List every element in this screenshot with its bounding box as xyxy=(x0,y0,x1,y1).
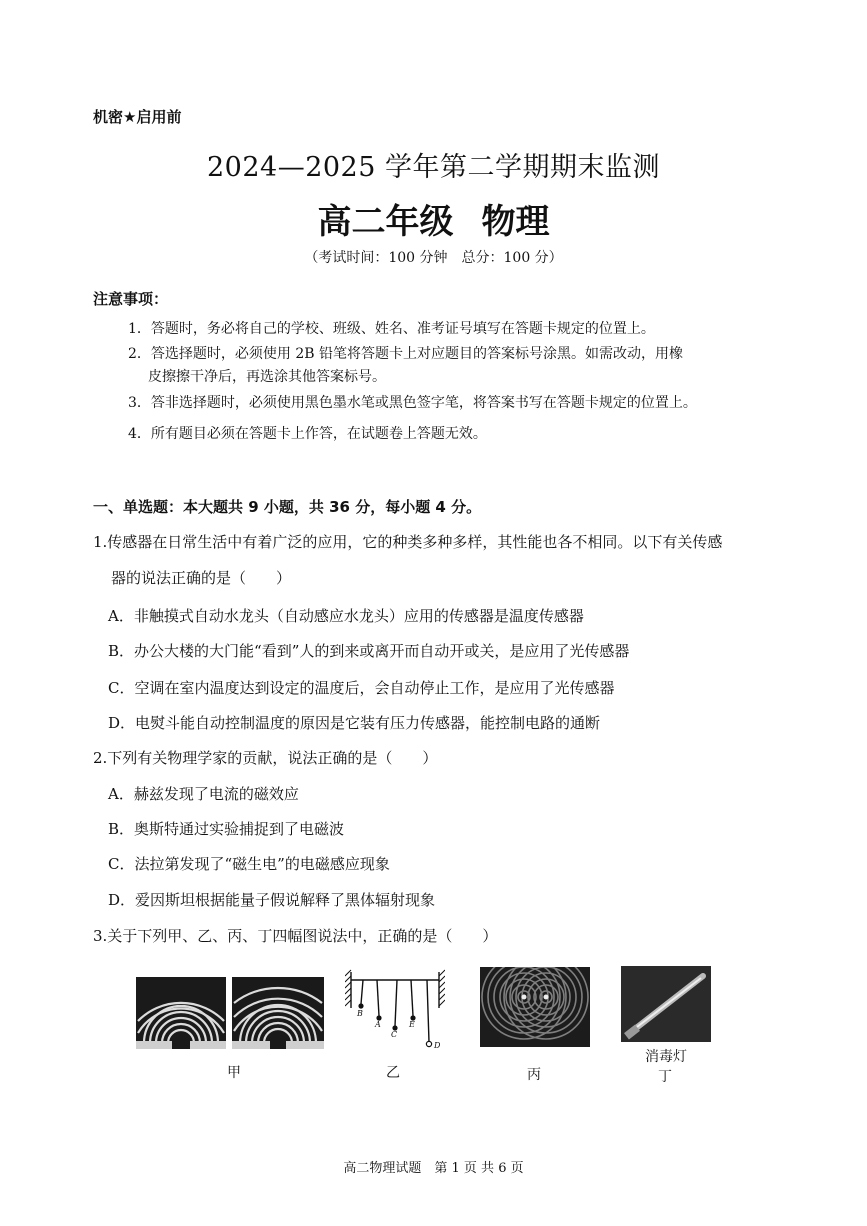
figure-ding-caption: 消毒灯 xyxy=(645,1049,687,1065)
notice-heading: 注意事项： xyxy=(93,290,169,308)
figure-ding-uv-lamp xyxy=(621,966,711,1042)
pendulum-label-e: E xyxy=(409,1020,415,1029)
question-1-option-b: B．办公大楼的大门能“看到”人的到来或离开而自动开或关，是应用了光传感器 xyxy=(108,642,630,660)
question-1-option-a: A．非触摸式自动水龙头（自动感应水龙头）应用的传感器是温度传感器 xyxy=(108,607,584,625)
notice-item-2-cont: 皮擦擦干净后，再选涂其他答案标号。 xyxy=(148,369,386,385)
question-3-stem: 3.关于下列甲、乙、丙、丁四幅图说法中，正确的是（ ） xyxy=(93,927,498,945)
pendulum-label-a: A xyxy=(375,1020,381,1029)
question-2-option-a: A．赫兹发现了电流的磁效应 xyxy=(108,785,299,803)
question-1-stem: 1.传感器在日常生活中有着广泛的应用，它的种类多种多样，其性能也各不相同。以下有关传感 xyxy=(93,533,723,551)
grade-subject-title xyxy=(0,194,867,243)
notice-item-1: 1．答题时，务必将自己的学校、班级、姓名、准考证号填写在答题卡规定的位置上。 xyxy=(128,321,655,337)
figure-ding-label: 丁 xyxy=(658,1069,672,1085)
figure-yi-label: 乙 xyxy=(386,1065,400,1081)
pendulum-label-b: B xyxy=(357,1009,363,1018)
figure-jia-diffraction xyxy=(136,977,324,1049)
confidential-label: 机密★启用前 xyxy=(93,108,182,126)
pendulum-label-d: D xyxy=(434,1041,441,1050)
notice-item-2: 2．答选择题时，必须使用 2B 铅笔将答题卡上对应题目的答案标号涂黑。如需改动，用橡 xyxy=(128,346,684,362)
page-footer: 高二物理试题 第 1 页 共 6 页 xyxy=(343,1161,524,1176)
pendulum-label-c: C xyxy=(391,1030,398,1039)
question-1-option-d: D．电熨斗能自动控制温度的原因是它装有压力传感器，能控制电路的通断 xyxy=(108,714,601,732)
question-2-option-b: B．奥斯特通过实验捕捉到了电磁波 xyxy=(108,820,345,838)
question-2-option-c: C．法拉第发现了“磁生电”的电磁感应现象 xyxy=(108,855,390,873)
question-2-option-d: D．爱因斯坦根据能量子假说解释了黑体辐射现象 xyxy=(108,891,436,909)
section-heading: 一、单选题：本大题共 9 小题，共 36 分，每小题 4 分。 xyxy=(93,498,482,516)
figure-yi-pendulums xyxy=(345,968,445,1054)
question-1-stem-cont: 器的说法正确的是（ ） xyxy=(111,569,292,587)
question-1-option-c: C．空调在室内温度达到设定的温度后，会自动停止工作，是应用了光传感器 xyxy=(108,679,615,697)
exam-title: 2024—2025 学年第二学期期末监测 xyxy=(206,152,660,183)
question-2-stem: 2.下列有关物理学家的贡献，说法正确的是（ ） xyxy=(93,749,438,767)
exam-info: （考试时间：100 分钟 总分：100 分） xyxy=(304,250,563,266)
figure-jia-label: 甲 xyxy=(227,1065,241,1081)
figure-bing-interference xyxy=(480,967,590,1047)
subject-label: 物理 xyxy=(481,202,550,242)
notice-item-4: 4．所有题目必须在答题卡上作答，在试题卷上答题无效。 xyxy=(128,426,487,442)
figure-bing-label: 丙 xyxy=(527,1067,541,1083)
grade-label: 高二年级 xyxy=(317,202,454,242)
notice-item-3: 3．答非选择题时，必须使用黑色墨水笔或黑色签字笔，将答案书写在答题卡规定的位置上。 xyxy=(128,395,697,411)
